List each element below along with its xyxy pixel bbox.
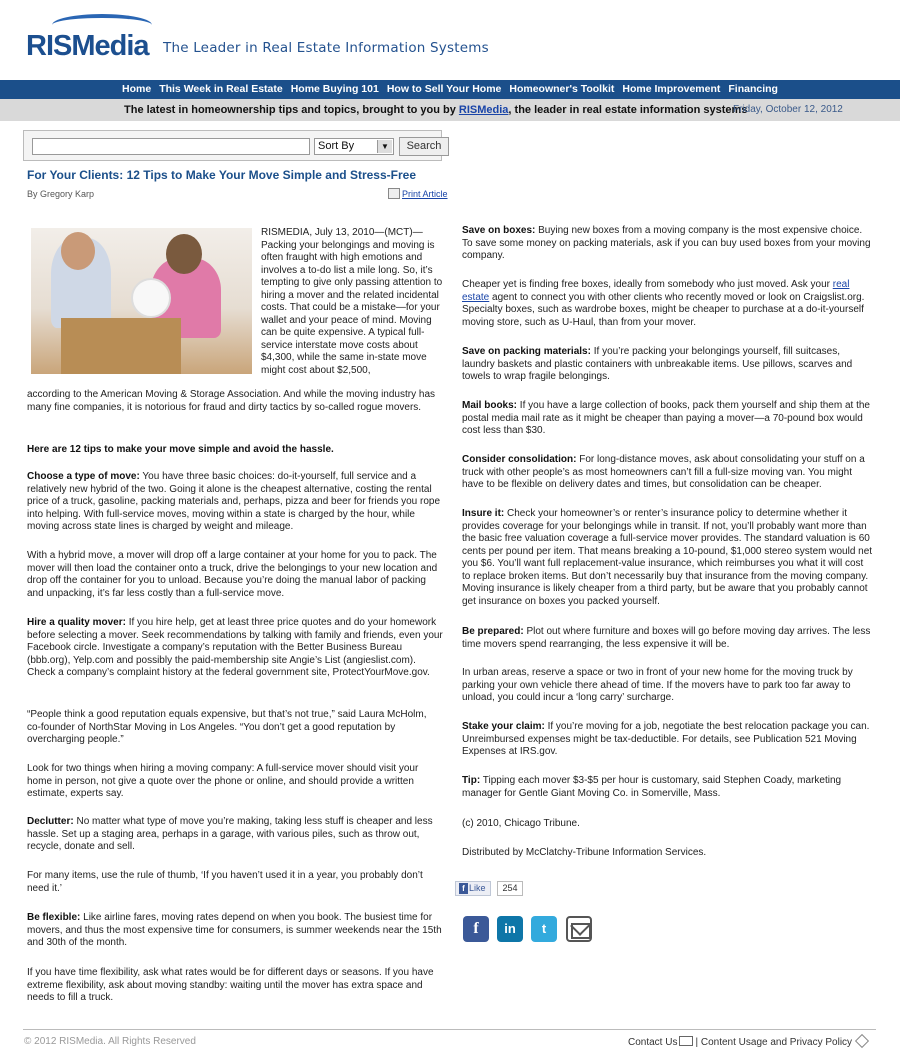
article-copyright bbox=[462, 818, 874, 831]
tip-text: No matter what type of move you’re making, taking less stuff is cheaper and less hassle. Set up a staging area, perhaps in a garage, with various piles, such as throw out, recycle, donate and sell. bbox=[27, 816, 433, 852]
search-box bbox=[23, 130, 442, 161]
article-title: For Your Clients: 12 Tips to Make Your Move Simple and Stress-Free bbox=[27, 168, 416, 182]
nav-home[interactable]: Home bbox=[122, 83, 152, 95]
tip-text: If you’re packing your belongings yourself, fill suitcases, laundry baskets and plastic containers with unbreakable items. Use pillows, scarves and towels to wrap fragile belongings. bbox=[462, 346, 853, 382]
tip-heading: Declutter: bbox=[27, 816, 74, 827]
tip-heading: Hire a quality mover: bbox=[27, 617, 126, 628]
tip-heading: Mail books: bbox=[462, 400, 518, 411]
tip-text: Look for two things when hiring a moving company: A full-service mover should visit your home in person, not give a quote over the phone or online, and should provide a written estimate, experts say. bbox=[27, 763, 419, 799]
facebook-icon[interactable]: f bbox=[463, 916, 489, 942]
photo-moving-box bbox=[61, 318, 181, 374]
nav-home-improvement[interactable]: Home Improvement bbox=[622, 83, 721, 95]
tip-heading: Save on boxes: bbox=[462, 225, 536, 236]
tip-mail-books bbox=[462, 400, 874, 438]
search-input[interactable] bbox=[32, 138, 310, 155]
promo-suffix: , the leader in real estate information systems bbox=[508, 104, 748, 116]
envelope-icon[interactable] bbox=[679, 1036, 693, 1046]
tip-heading: Insure it: bbox=[462, 508, 505, 519]
tip-consolidation bbox=[462, 454, 874, 492]
tip-text: If you have a large collection of books, pack them yourself and ship them at the postal media mail rate as it might be cheaper than paying a mover—a 70-pound box would cost less than $30. bbox=[462, 400, 870, 436]
nav-home-buying[interactable]: Home Buying 101 bbox=[290, 83, 379, 95]
footer-links bbox=[628, 1036, 867, 1048]
printer-icon[interactable] bbox=[388, 188, 400, 199]
email-icon[interactable] bbox=[566, 916, 592, 942]
tip-insure-it bbox=[462, 508, 874, 608]
tip-text: Cheaper yet is finding free boxes, ideally from somebody who just moved. Ask your bbox=[462, 279, 833, 290]
promo-prefix: The latest in homeownership tips and topics, brought to you by bbox=[124, 104, 459, 116]
tips-intro-text: Here are 12 tips to make your move simple and avoid the hassle. bbox=[27, 444, 334, 455]
logo-text: RISMedia bbox=[26, 30, 149, 62]
tip-text: Distributed by McClatchy-Tribune Information Services. bbox=[462, 847, 707, 858]
diamond-icon bbox=[855, 1034, 869, 1048]
tip-text: With a hybrid move, a mover will drop off a large container at your home for you to pack. The mover will then load the container onto a truck, drive the belongings to your new location and drop off the container for you to unload. Because you’re doing the manual labor of packing and unpacking, it’s far less costly than a full-service move. bbox=[27, 550, 438, 599]
tip-heading: Stake your claim: bbox=[462, 721, 545, 732]
article-byline: By Gregory Karp bbox=[27, 189, 95, 199]
content-policy-link[interactable]: Content Usage and Privacy Policy bbox=[700, 1037, 853, 1048]
linkedin-icon[interactable]: in bbox=[497, 916, 523, 942]
tip-be-prepared bbox=[462, 626, 874, 651]
sort-by-select[interactable] bbox=[314, 138, 394, 155]
search-button[interactable]: Search bbox=[399, 137, 449, 156]
tip-text: For many items, use the rule of thumb, ‘If you haven’t used it in a year, you probably don’t need it.’ bbox=[27, 870, 423, 894]
photo-plate bbox=[131, 278, 171, 318]
tip-text: Plot out where furniture and boxes will go before moving day arrives. The less time movers spend rearranging, the less expensive it will be. bbox=[462, 626, 871, 650]
promo-text bbox=[124, 99, 747, 121]
current-date: Friday, October 12, 2012 bbox=[733, 104, 843, 115]
promo-bar bbox=[0, 99, 900, 121]
tip-text: “People think a good reputation equals expensive, but that’s not true,” said Laura McHolm, co-founder of NorthStar Moving in Los Angeles. “You don’t get a good reputation by overcharging people.” bbox=[27, 709, 427, 745]
site-header bbox=[0, 0, 900, 80]
tip-paragraph bbox=[27, 763, 443, 801]
tip-heading: Choose a type of move: bbox=[27, 471, 140, 482]
tip-paragraph bbox=[27, 709, 443, 747]
tip-text: If you’re moving for a job, negotiate the best relocation package you can. Unreimbursed expenses might be tax-deductible. For details, see Publication 521 Moving Expenses at IRS.gov. bbox=[462, 721, 870, 757]
tip-text: (c) 2010, Chicago Tribune. bbox=[462, 818, 580, 829]
tip-text: Tipping each mover $3-$5 per hour is customary, said Stephen Coady, marketing manager for Gentle Giant Moving Co. in Somerville, Mass. bbox=[462, 775, 842, 799]
promo-rismedia-link[interactable]: RISMedia bbox=[458, 104, 509, 116]
tip-heading: Be prepared: bbox=[462, 626, 524, 637]
tip-text: Check your homeowner’s or renter’s insurance policy to determine whether it provides coverage for your belongings while in transit. If not, you’ll probably want more than the basic free valuation coverage a full-service mover provides. The standard valuation is 60 cents per pound per item. That means breaking a 10-pound, $1,000 stereo system would net you $6. You’ll want full replacement-value insurance, which reimburses you what it will cost to replace broken items. But don’t necessarily buy that insurance from the moving company. Moving insurance is likely cheaper from a third party, but be aware that you probably cannot get insurance on boxes you packed yourself. bbox=[462, 508, 873, 607]
tip-heading: Consider consolidation: bbox=[462, 454, 577, 465]
tip-text: If you have time flexibility, ask what rates would be for different days or seasons. If you have extreme flexibility, ask about moving standby: waiting until the mover has extra space and needs to fill a truck. bbox=[27, 967, 434, 1003]
like-count: 254 bbox=[497, 881, 523, 896]
tip-text: Like airline fares, moving rates depend on when you book. The busiest time for movers, and thus the most expensive time for consumers, is summer weekends near the 15th and 30th of the month. bbox=[27, 912, 442, 948]
tip-heading: Be flexible: bbox=[27, 912, 81, 923]
logo-swoosh-icon bbox=[52, 14, 152, 36]
contact-us-link[interactable]: Contact Us bbox=[628, 1037, 678, 1048]
article-intro: RISMEDIA, July 13, 2010—(MCT)—Packing your belongings and moving is often fraught with high emotions and involves a to-do list a mile long. So, it’s tempting to give only passing attention to hiring a mover and the related incidental costs. That could be a mistake—for your wallet and your peace of mind. Moving can be quite expensive. A typical full-service interstate move costs about $4,300, while the same in-state move might cost about $2,500, bbox=[261, 227, 443, 376]
tip-heading: Tip: bbox=[462, 775, 481, 786]
tip-text: Buying new boxes from a moving company is the most expensive choice. To save some money on packing materials, ask if you can buy used boxes from your moving company. bbox=[462, 225, 871, 261]
tip-paragraph bbox=[462, 667, 874, 705]
tip-text: In urban areas, reserve a space or two in front of your new home for the moving truck by parking your own vehicle there ahead of time. If the movers have to park too far away to unload, you could incur a ‘long carry’ surcharge. bbox=[462, 667, 853, 703]
tip-stake-claim bbox=[462, 721, 874, 759]
article-distribution bbox=[462, 847, 874, 860]
tip-text: For long-distance moves, ask about consolidating your stuff on a truck with other people’s as most homeowners can’t fill a full-size moving van. You might have to be flexible on delivery dates and times, but consolidation can be cheaper. bbox=[462, 454, 865, 490]
dropdown-arrow-icon[interactable]: ▼ bbox=[377, 140, 392, 153]
tip-paragraph bbox=[27, 550, 443, 600]
tip-paragraph bbox=[462, 279, 874, 329]
article-intro-rest: according to the American Moving & Storage Association. And while the moving industry has many fine companies, it is notorious for fraud and dirty tactics by so-called rogue movers. bbox=[27, 389, 436, 413]
twitter-icon[interactable]: t bbox=[531, 916, 557, 942]
tip-declutter bbox=[27, 816, 443, 854]
tip-paragraph bbox=[27, 870, 443, 895]
tip-choose-type bbox=[27, 471, 443, 534]
tip-text: You have three basic choices: do-it-yourself, full service and a relatively new hybrid of the two. Going it alone is the cheapest alternative, costing the rental price of a truck, gasoline, packing materials and, perhaps, pizza and beer for friends you rope into helping. With full-service moves, moving within a state is charged by the hour, while moving across state lines is charged by weight and mileage. bbox=[27, 471, 441, 532]
site-tagline: The Leader in Real Estate Information Systems bbox=[163, 40, 489, 56]
nav-financing[interactable]: Financing bbox=[728, 83, 778, 95]
tip-save-packing bbox=[462, 346, 874, 384]
footer-copyright: © 2012 RISMedia. All Rights Reserved bbox=[24, 1036, 196, 1047]
real-estate-link[interactable]: real estate bbox=[462, 279, 850, 303]
sort-by-label: Sort By bbox=[318, 140, 355, 152]
rismedia-logo[interactable] bbox=[26, 30, 149, 63]
tip-hire-mover bbox=[27, 617, 443, 680]
print-article-link[interactable] bbox=[388, 188, 448, 199]
photo-woman-head bbox=[166, 234, 202, 274]
nav-how-to-sell[interactable]: How to Sell Your Home bbox=[386, 83, 502, 95]
tip-heading: Save on packing materials: bbox=[462, 346, 591, 357]
tip-paragraph bbox=[27, 967, 443, 1005]
footer-separator: | bbox=[695, 1037, 699, 1048]
tip-be-flexible bbox=[27, 912, 443, 950]
tips-intro bbox=[27, 444, 443, 457]
tip-text: agent to connect you with other clients who recently moved or look on Craigslist.org. Specialty boxes, such as wardrobe boxes, might be cheaper to purchase at a do-it-yourself moving store, such as U-Haul, than from your mover. bbox=[462, 291, 865, 328]
photo-man-head bbox=[61, 232, 95, 270]
footer-divider bbox=[23, 1029, 876, 1030]
tip-save-boxes bbox=[462, 225, 874, 263]
tip-text: If you hire help, get at least three price quotes and do your homework before selecting a mover. Seek recommendations by talking with family and friends, even your Facebook circle. Investigate a company’s reputation with the Better Business Bureau (bbb.org), Yelp.com and possibly the paid-membership site Angie’s List (angieslist.com). Check a company’s complaint history at the federal government site, ProtectYourMove.gov. bbox=[27, 617, 443, 678]
nav-homeowners-toolkit[interactable]: Homeowner's Toolkit bbox=[509, 83, 615, 95]
print-article-label[interactable]: Print Article bbox=[402, 189, 448, 199]
nav-this-week[interactable]: This Week in Real Estate bbox=[159, 83, 283, 95]
main-nav bbox=[0, 80, 900, 99]
couple-packing-photo bbox=[31, 228, 252, 374]
facebook-like-button[interactable]: f Like bbox=[455, 881, 491, 896]
tip-tip bbox=[462, 775, 874, 800]
